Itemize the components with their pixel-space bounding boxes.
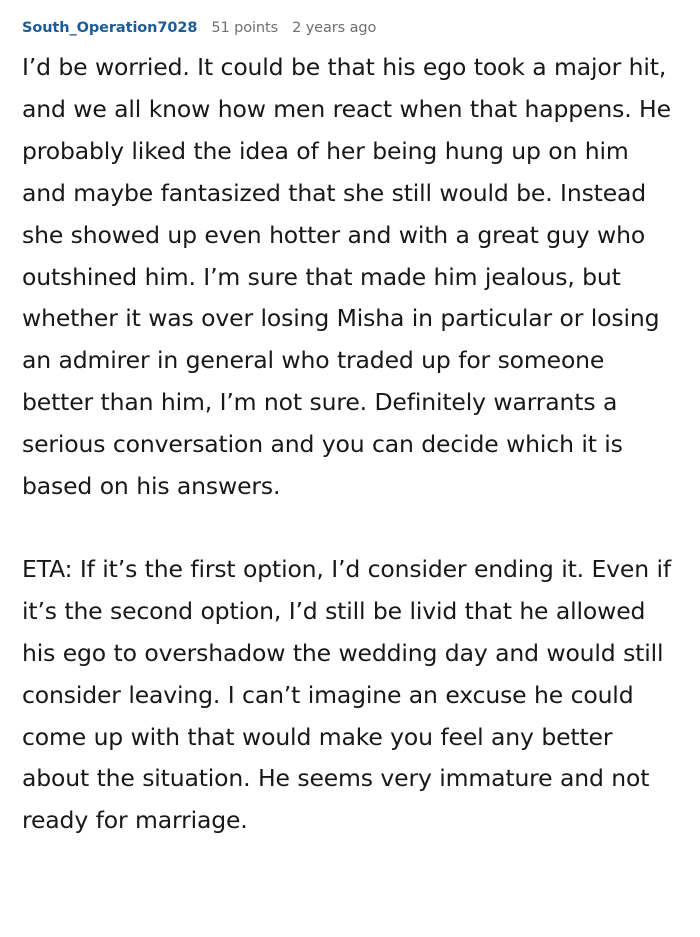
comment-paragraph: ETA: If it’s the first option, I’d consider ending it. Even if it’s the second option, I’d still be livid that he allowed his ego to overshadow the wedding day and would still consider leaving. I can’t imagine an excuse he could come up with that would make you feel any better about the situation. He seems very immature and not ready for marriage. [22, 555, 672, 835]
comment-meta [22, 20, 678, 37]
comment-author-link[interactable]: South_Operation7028 [22, 20, 198, 36]
comment-timestamp: 2 years ago [292, 20, 377, 36]
comment-score: 51 points [211, 20, 279, 36]
comment-paragraph: I’d be worried. It could be that his ego took a major hit, and we all know how men react when that happens. He probably liked the idea of her being hung up on him and maybe fantasized that she still would be. Instead she showed up even hotter and with a great guy who outshined him. I’m sure that made him jealous, but whether it was over losing Misha in particular or losing an admirer in general who traded up for someone better than him, I’m not sure. Definitely warrants a serious conversation and you can decide which it is based on his answers. [22, 53, 671, 500]
comment-body [22, 47, 678, 842]
